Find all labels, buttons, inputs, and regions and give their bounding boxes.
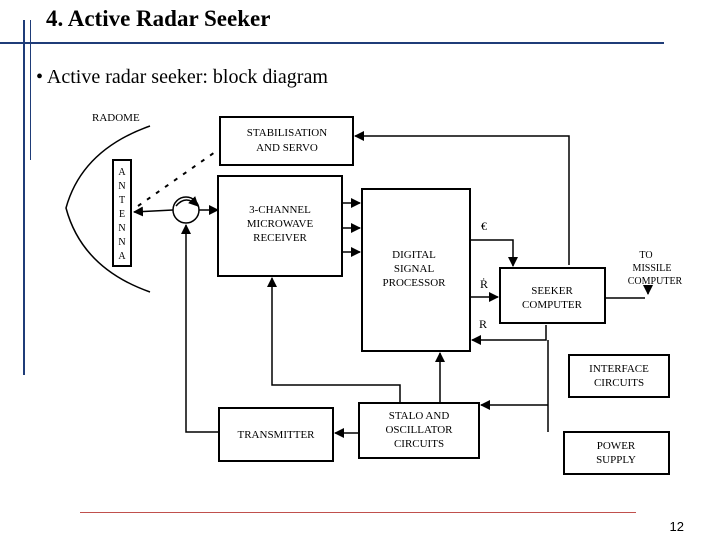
power-supply-block [564, 432, 669, 474]
interface-label: INTERFACE [589, 363, 649, 375]
dashed-radome-link [138, 150, 218, 206]
stabilisation-label: STABILISATION [246, 127, 328, 139]
antenna-letter: N [118, 181, 126, 192]
slide-title: 4. Active Radar Seeker [46, 6, 271, 31]
power-supply-label: POWER [596, 440, 636, 452]
interface-label: CIRCUITS [593, 377, 645, 389]
antenna-letter: E [118, 209, 126, 220]
to-missile-computer-label: TO [639, 250, 653, 261]
receiver-label: RECEIVER [253, 232, 307, 244]
dsp-label: PROCESSOR [382, 277, 446, 289]
dsp-label: SIGNAL [393, 263, 435, 275]
transmitter-to-circulator-arrow [186, 225, 219, 432]
antenna-letter: A [118, 167, 126, 178]
stalo-label: CIRCUITS [393, 438, 445, 450]
seeker-computer-label: COMPUTER [522, 299, 582, 311]
stabilisation-block [220, 117, 353, 165]
receiver-label: 3-CHANNEL [249, 204, 311, 216]
stabilisation-label: AND SERVO [256, 142, 318, 154]
interface-block [569, 355, 669, 397]
bullet-text: • Active radar seeker: block diagram [36, 66, 328, 88]
to-missile-computer-label: COMPUTER [627, 276, 683, 287]
range-signal-label: R [479, 317, 488, 331]
epsilon-signal-label: € [481, 219, 487, 233]
range-rate-signal-label: Ṙ [480, 277, 489, 291]
seeker-computer-label: SEEKER [531, 285, 573, 297]
stalo-label: STALO AND [388, 410, 450, 422]
antenna-letter: N [118, 237, 126, 248]
radome-label: RADOME [92, 112, 140, 124]
dsp-label: DIGITAL [392, 249, 436, 261]
antenna-letter: A [118, 251, 126, 262]
antenna-letter: N [118, 223, 126, 234]
antenna-to-circulator-arrow [134, 210, 173, 212]
page-number: 12 [669, 519, 684, 534]
circulator [173, 197, 199, 223]
stalo-label: OSCILLATOR [385, 424, 453, 436]
epsilon-signal-arrow [470, 240, 513, 266]
receiver-label: MICROWAVE [246, 218, 314, 230]
power-supply-label: SUPPLY [596, 454, 636, 466]
antenna-letter: T [118, 195, 126, 206]
radome-arc [66, 126, 150, 292]
to-missile-computer-label: MISSILE [632, 263, 672, 274]
transmitter-label: TRANSMITTER [237, 429, 315, 441]
